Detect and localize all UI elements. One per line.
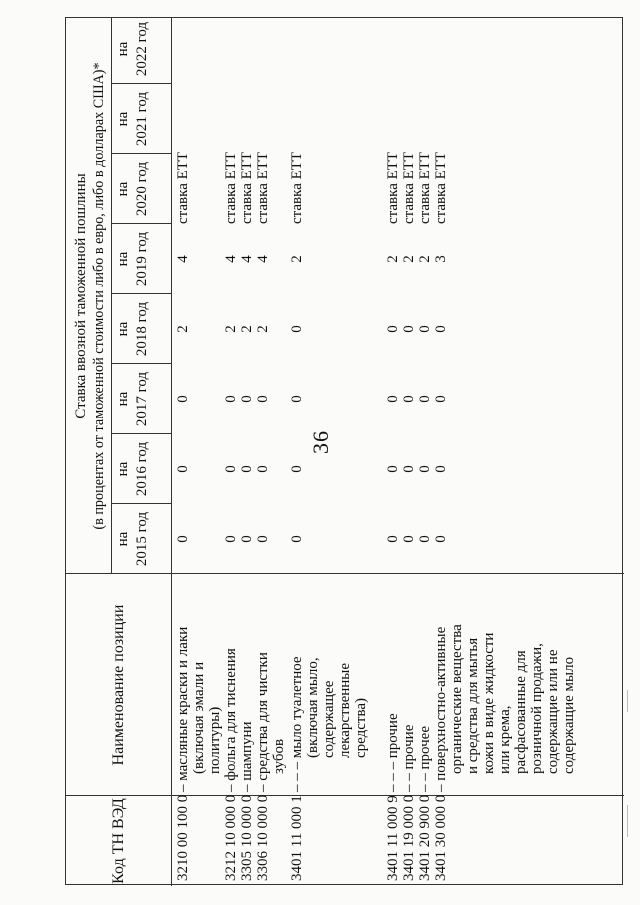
row-code: 3401 11 000 9	[385, 795, 401, 881]
year-header-bottom: 2019 год	[134, 231, 150, 287]
row-code: 3306 10 000 0	[255, 794, 271, 881]
year-header-top: на	[115, 111, 131, 127]
row-code: 3401 30 000 0	[433, 794, 449, 881]
row-name-line: – фольга для тиснения	[223, 648, 239, 792]
row-value: 0	[289, 395, 305, 403]
row-code: 3212 10 000 0	[223, 794, 239, 881]
row-value: 0	[239, 465, 255, 473]
row-name-line: – – прочее	[417, 726, 433, 792]
row-value: 0	[401, 395, 417, 403]
row-value: 0	[175, 395, 191, 403]
row-value: 0	[417, 395, 433, 403]
row-value: 4	[255, 255, 271, 263]
row-value: ставка ЕТТ	[433, 151, 449, 224]
row-value: 4	[223, 255, 239, 263]
row-value: ставка ЕТТ	[175, 151, 191, 224]
row-value: 0	[289, 535, 305, 543]
row-name-line: содержащие мыло	[561, 656, 577, 774]
year-header-bottom: 2016 год	[134, 441, 150, 497]
row-name-line: средства)	[353, 698, 369, 758]
row-name-line: (включая мыло,	[305, 657, 321, 758]
row-name-line: органические вещества	[449, 624, 465, 774]
row-value: 0	[433, 325, 449, 333]
row-name-line: – – прочие	[401, 724, 417, 792]
row-value: 0	[417, 465, 433, 473]
row-name-line: зубов	[271, 738, 287, 774]
row-value: 0	[433, 395, 449, 403]
row-code: 3210 00 100 0	[175, 794, 191, 881]
row-name-line: – масляные краски и лаки	[175, 626, 191, 792]
row-value: ставка ЕТТ	[239, 151, 255, 224]
row-value: 0	[239, 535, 255, 543]
row-value: ставка ЕТТ	[223, 151, 239, 224]
header-code: Код ТН ВЭД	[110, 798, 127, 884]
row-value: 0	[385, 325, 401, 333]
year-header-bottom: 2020 год	[134, 161, 150, 217]
header-rate-title-2: (в процентах от таможенной стоимости либо в евро, либо в долларах США)*	[91, 62, 107, 530]
row-name-line: – шампуни	[239, 721, 255, 792]
row-name-line: и средства для мытья	[465, 637, 481, 774]
year-header-bottom: 2021 год	[134, 91, 150, 147]
row-value: 2	[289, 255, 305, 263]
row-value: 0	[433, 535, 449, 543]
row-value: 0	[417, 325, 433, 333]
page-number: 36	[308, 430, 333, 454]
header-bottom-line	[171, 18, 172, 886]
year-header-top: на	[115, 181, 131, 197]
row-name-line: (включая эмали и	[191, 661, 207, 774]
row-value: 0	[175, 535, 191, 543]
row-value: 2	[401, 255, 417, 263]
row-value: ставка ЕТТ	[255, 151, 271, 224]
row-value: 0	[255, 465, 271, 473]
row-value: 0	[417, 535, 433, 543]
row-value: 2	[239, 325, 255, 333]
row-value: 0	[223, 465, 239, 473]
year-header-bottom: 2015 год	[134, 511, 150, 567]
row-value: 0	[289, 325, 305, 333]
row-code: 3401 11 000 1	[289, 795, 305, 881]
row-name-line: – поверхностно-активные	[433, 626, 449, 792]
row-name-line: – – – мыло туалетное	[289, 656, 305, 792]
row-value: 4	[239, 255, 255, 263]
year-header-top: на	[115, 251, 131, 267]
row-name-line: – – – прочие	[385, 713, 401, 792]
scan-mark	[627, 805, 628, 837]
year-header-bottom: 2022 год	[134, 21, 150, 77]
row-value: 0	[385, 535, 401, 543]
row-value: 2	[385, 255, 401, 263]
row-value: 2	[223, 325, 239, 333]
tariff-table	[65, 17, 623, 885]
row-value: ставка ЕТТ	[385, 151, 401, 224]
row-name-line: содержащие или не	[545, 649, 561, 774]
row-value: 0	[239, 395, 255, 403]
year-header-top: на	[115, 391, 131, 407]
row-value: 0	[255, 535, 271, 543]
rotated-content	[66, 18, 624, 886]
year-header-top: на	[115, 531, 131, 547]
year-header-top: на	[115, 41, 131, 57]
year-header-bottom: 2017 год	[134, 371, 150, 427]
year-header-top: на	[115, 321, 131, 337]
row-value: 0	[401, 465, 417, 473]
row-value: 2	[255, 325, 271, 333]
year-header-top: на	[115, 461, 131, 477]
row-value: 0	[401, 325, 417, 333]
row-value: 4	[175, 255, 191, 263]
rate-title-line	[111, 18, 112, 574]
row-code: 3401 20 900 0	[417, 794, 433, 881]
row-value: ставка ЕТТ	[417, 151, 433, 224]
col-divider	[66, 795, 624, 796]
row-value: 0	[223, 535, 239, 543]
row-value: ставка ЕТТ	[289, 151, 305, 224]
row-value: 0	[433, 465, 449, 473]
row-name-line: розничной продажи,	[529, 643, 545, 774]
scan-mark	[627, 690, 628, 712]
row-name-line: содержащее	[321, 680, 337, 758]
row-code: 3401 19 000 0	[401, 794, 417, 881]
row-name-line: или крема,	[497, 705, 513, 774]
row-value: ставка ЕТТ	[401, 151, 417, 224]
row-name-line: кожи в виде жидкости	[481, 632, 497, 774]
row-name-line: лекарственные	[337, 662, 353, 758]
row-value: 2	[175, 325, 191, 333]
row-value: 0	[175, 465, 191, 473]
row-value: 0	[385, 465, 401, 473]
row-value: 0	[223, 395, 239, 403]
row-name-line: политуры)	[207, 706, 223, 774]
header-rate-title-1: Ставка ввозной таможенной пошлины	[73, 173, 89, 419]
row-value: 0	[401, 535, 417, 543]
row-value: 3	[433, 255, 449, 263]
row-value: 2	[417, 255, 433, 263]
year-header-bottom: 2018 год	[134, 301, 150, 357]
row-value: 0	[289, 465, 305, 473]
row-code: 3305 10 000 0	[239, 794, 255, 881]
row-name-line: расфасованные для	[513, 650, 529, 774]
row-value: 0	[255, 395, 271, 403]
row-name-line: – средства для чистки	[255, 652, 271, 792]
row-value: 0	[385, 395, 401, 403]
header-name: Наименование позиции	[110, 604, 127, 766]
